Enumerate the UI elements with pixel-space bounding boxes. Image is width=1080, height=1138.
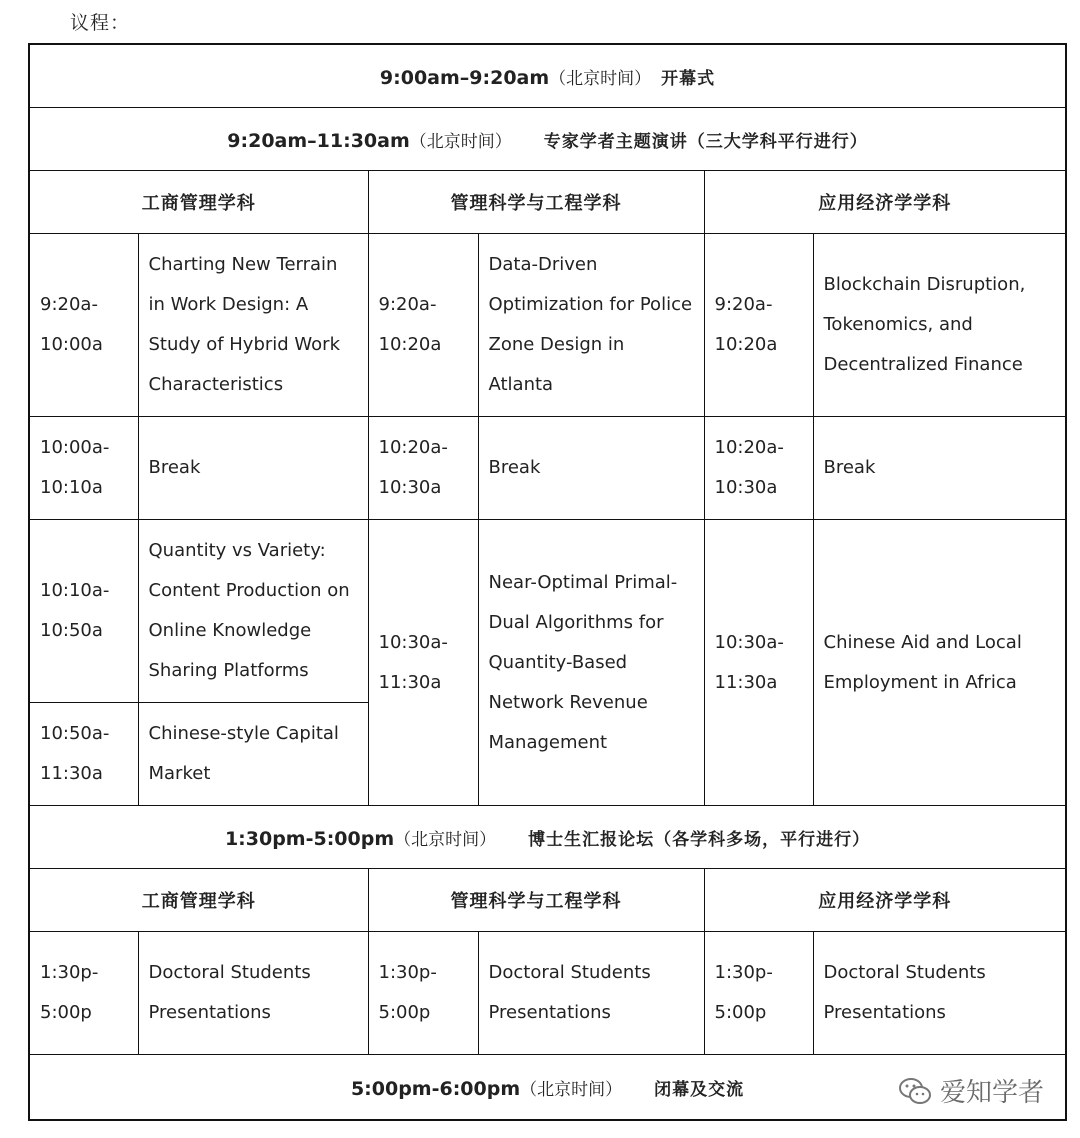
opening-zone: （北京时间） (549, 68, 652, 89)
watermark-text: 爱知学者 (939, 1078, 1044, 1108)
forum-session-row (29, 932, 1066, 1055)
break-time: 10:00a- 10:10a (29, 417, 138, 520)
opening-time: 9:00am–9:20am (379, 66, 550, 89)
session-title: Blockchain Disruption, Tokenomics, and Decentralized Finance (813, 234, 1066, 417)
closing-time: 5:00pm-6:00pm (350, 1077, 521, 1100)
session-time: 1:30p- 5:00p (704, 932, 813, 1055)
forum-banner (29, 806, 1066, 869)
discipline-economics: 应用经济学学科 (704, 869, 1066, 932)
break-time: 10:20a- 10:30a (704, 417, 813, 520)
discipline-business: 工商管理学科 (29, 869, 368, 932)
opening-title: 开幕式 (661, 68, 716, 89)
keynote-title: 专家学者主题演讲（三大学科平行进行） (543, 131, 868, 152)
session-title: Doctoral Students Presentations (813, 932, 1066, 1055)
closing-title: 闭幕及交流 (654, 1079, 745, 1100)
session-time: 9:20a- 10:20a (704, 234, 813, 417)
break-row (29, 417, 1066, 520)
forum-zone: （北京时间） (394, 829, 497, 850)
session-row (29, 234, 1066, 417)
wechat-icon (898, 1077, 932, 1105)
session-time: 9:20a- 10:00a (29, 234, 138, 417)
agenda-heading: 议程： (70, 12, 131, 34)
session-title: Quantity vs Variety: Content Production on Online Knowledge Sharing Platforms (138, 520, 368, 703)
discipline-header-row (29, 171, 1066, 234)
session-title: Doctoral Students Presentations (478, 932, 704, 1055)
session-title: Doctoral Students Presentations (138, 932, 368, 1055)
session-time: 9:20a- 10:20a (368, 234, 478, 417)
session-time: 1:30p- 5:00p (368, 932, 478, 1055)
forum-row (29, 806, 1066, 869)
break-label: Break (478, 417, 704, 520)
opening-banner (29, 44, 1066, 108)
discipline-economics: 应用经济学学科 (704, 171, 1066, 234)
discipline-business: 工商管理学科 (29, 171, 368, 234)
keynote-row (29, 108, 1066, 171)
session-title: Chinese-style Capital Market (138, 703, 368, 806)
session-time: 10:30a- 11:30a (704, 520, 813, 806)
break-time: 10:20a- 10:30a (368, 417, 478, 520)
opening-row (29, 44, 1066, 108)
discipline-management-science: 管理科学与工程学科 (368, 869, 704, 932)
keynote-banner (29, 108, 1066, 171)
session-title: Near-Optimal Primal-Dual Algorithms for Quantity-Based Network Revenue Management (478, 520, 704, 806)
session-time: 10:50a- 11:30a (29, 703, 138, 806)
break-label: Break (138, 417, 368, 520)
watermark (898, 1072, 1044, 1109)
forum-title: 博士生汇报论坛（各学科多场，平行进行） (528, 829, 871, 850)
keynote-time: 9:20am–11:30am (227, 129, 410, 152)
keynote-zone: （北京时间） (409, 131, 512, 152)
session-title: Chinese Aid and Local Employment in Africa (813, 520, 1066, 806)
closing-zone: （北京时间） (520, 1079, 623, 1100)
break-label: Break (813, 417, 1066, 520)
discipline-management-science: 管理科学与工程学科 (368, 171, 704, 234)
session-time: 1:30p- 5:00p (29, 932, 138, 1055)
agenda-table (28, 43, 1067, 1121)
session-time: 10:10a- 10:50a (29, 520, 138, 703)
discipline-header-row (29, 869, 1066, 932)
session-time: 10:30a- 11:30a (368, 520, 478, 806)
session-row (29, 520, 1066, 703)
session-title: Charting New Terrain in Work Design: A Study of Hybrid Work Characteristics (138, 234, 368, 417)
forum-time: 1:30pm-5:00pm (224, 827, 395, 850)
session-title: Data-Driven Optimization for Police Zone Design in Atlanta (478, 234, 704, 417)
